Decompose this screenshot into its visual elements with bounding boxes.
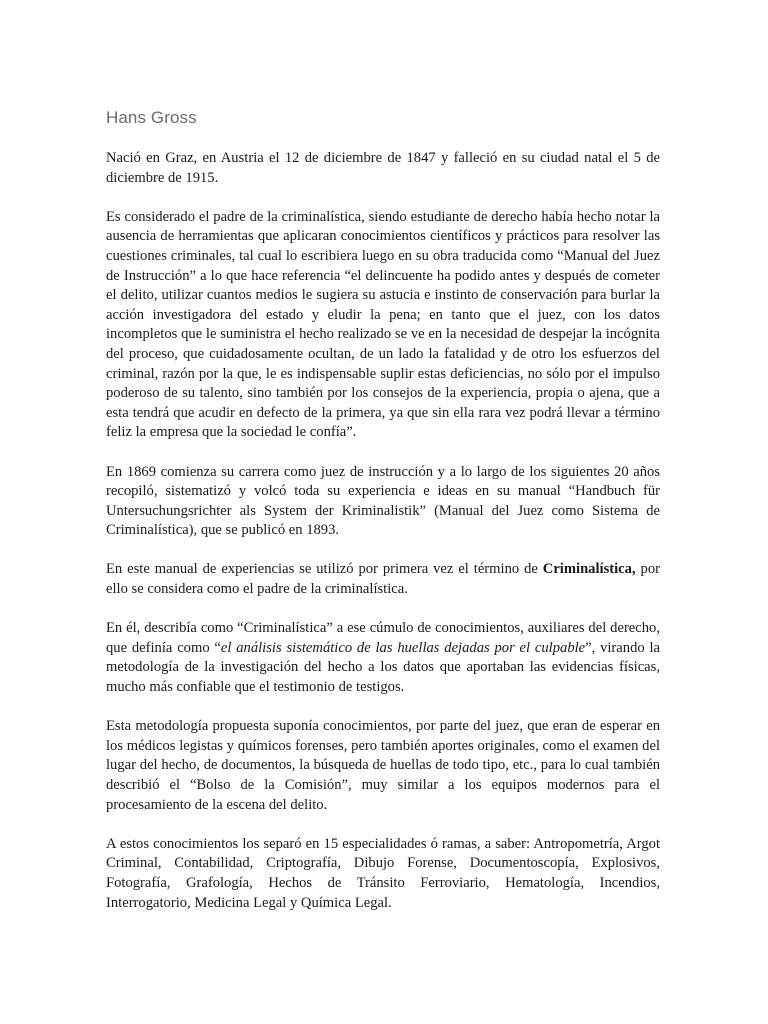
paragraph-definition	[106, 619, 660, 697]
paragraph-specialties: A estos conocimientos los separó en 15 especialidades ó ramas, a saber: Antropometría, Argot Criminal, Contabilidad, Criptografía, Dibujo Forense, Documentoscopía, Explosivos, Fotografía, Grafología, Hechos de Tránsito Ferroviario, Hematología, Incendios, Interrogatorio, Medicina Legal y Química Legal.	[106, 835, 660, 911]
paragraph-father-of-criminalistics: Es considerado el padre de la criminalística, siendo estudiante de derecho había hecho notar la ausencia de herramientas que aplicaran conocimientos científicos y prácticos para resolver las cuestiones criminales, tal cual lo escribiera luego en su obra traducida como “Manual del Juez de Instrucción” a lo que hace referencia “el delincuente ha podido antes y después de cometer el delito, utilizar cuantos medios le sugiera su astucia e instinto de conservación para burlar la acción investigadora del estado y eludir la pena; en tanto que el juez, con los datos incompletos que le suministra el hecho realizado se ve en la necesidad de despejar la incógnita del proceso, que cuidadosamente ocultan, de un lado la fatalidad y de otro los esfuerzos del criminal, razón por la que, le es indispensable suplir estas deficiencias, no sólo por el impulso poderoso de su talento, sino también por los consejos de la experiencia, propia o ajena, que a esta tendrá que acudir en defecto de la primera, ya que sin ella rara vez podrá llevar a término feliz la empresa que la sociedad le confía”.	[106, 208, 660, 441]
paragraph-definition-text: En él, describía como “Criminalística” a ese cúmulo de conocimientos, auxiliares del derecho, que definía como “	[106, 620, 660, 656]
paragraph-methodology: Esta metodología propuesta suponía conocimientos, por parte del juez, que eran de esperar en los médicos legistas y químicos forenses, pero también aportes originales, como el examen del lugar del hecho, de documentos, la búsqueda de huellas de todo tipo, etc., para lo cual también describió el “Bolso de la Comisión”, muy similar a los equipos modernos para el procesamiento de la escena del delito.	[106, 718, 660, 813]
paragraph-career: En 1869 comienza su carrera como juez de instrucción y a lo largo de los siguientes 20 años recopiló, sistematizó y volcó toda su experiencia e ideas en su manual “Handbuch für Untersuchungsrichter als System der Kriminalistik” (Manual del Juez como Sistema de Criminalística), que se publicó en 1893.	[106, 463, 660, 539]
criminalistica-bold-term: Criminalística,	[542, 561, 636, 578]
document-title: Hans Gross	[106, 108, 197, 127]
definition-quote: el análisis sistemático de las huellas dejadas por el culpable	[220, 639, 586, 656]
document-body	[106, 149, 660, 933]
paragraph-manual-term-text: En este manual de experiencias se utilizó por primera vez el término de	[106, 561, 543, 578]
paragraph-manual-term-tail: por ello se considera como el padre de la criminalística.	[106, 561, 660, 598]
paragraph-manual-term	[106, 560, 660, 599]
paragraph-birth: Nació en Graz, en Austria el 12 de diciembre de 1847 y falleció en su ciudad natal el 5 de diciembre de 1915.	[106, 150, 660, 186]
paragraph-definition-tail: ”, virando la metodología de la investigación del hecho a los datos que aportaban las evidencias físicas, mucho más confiable que el testimonio de testigos.	[106, 639, 660, 696]
